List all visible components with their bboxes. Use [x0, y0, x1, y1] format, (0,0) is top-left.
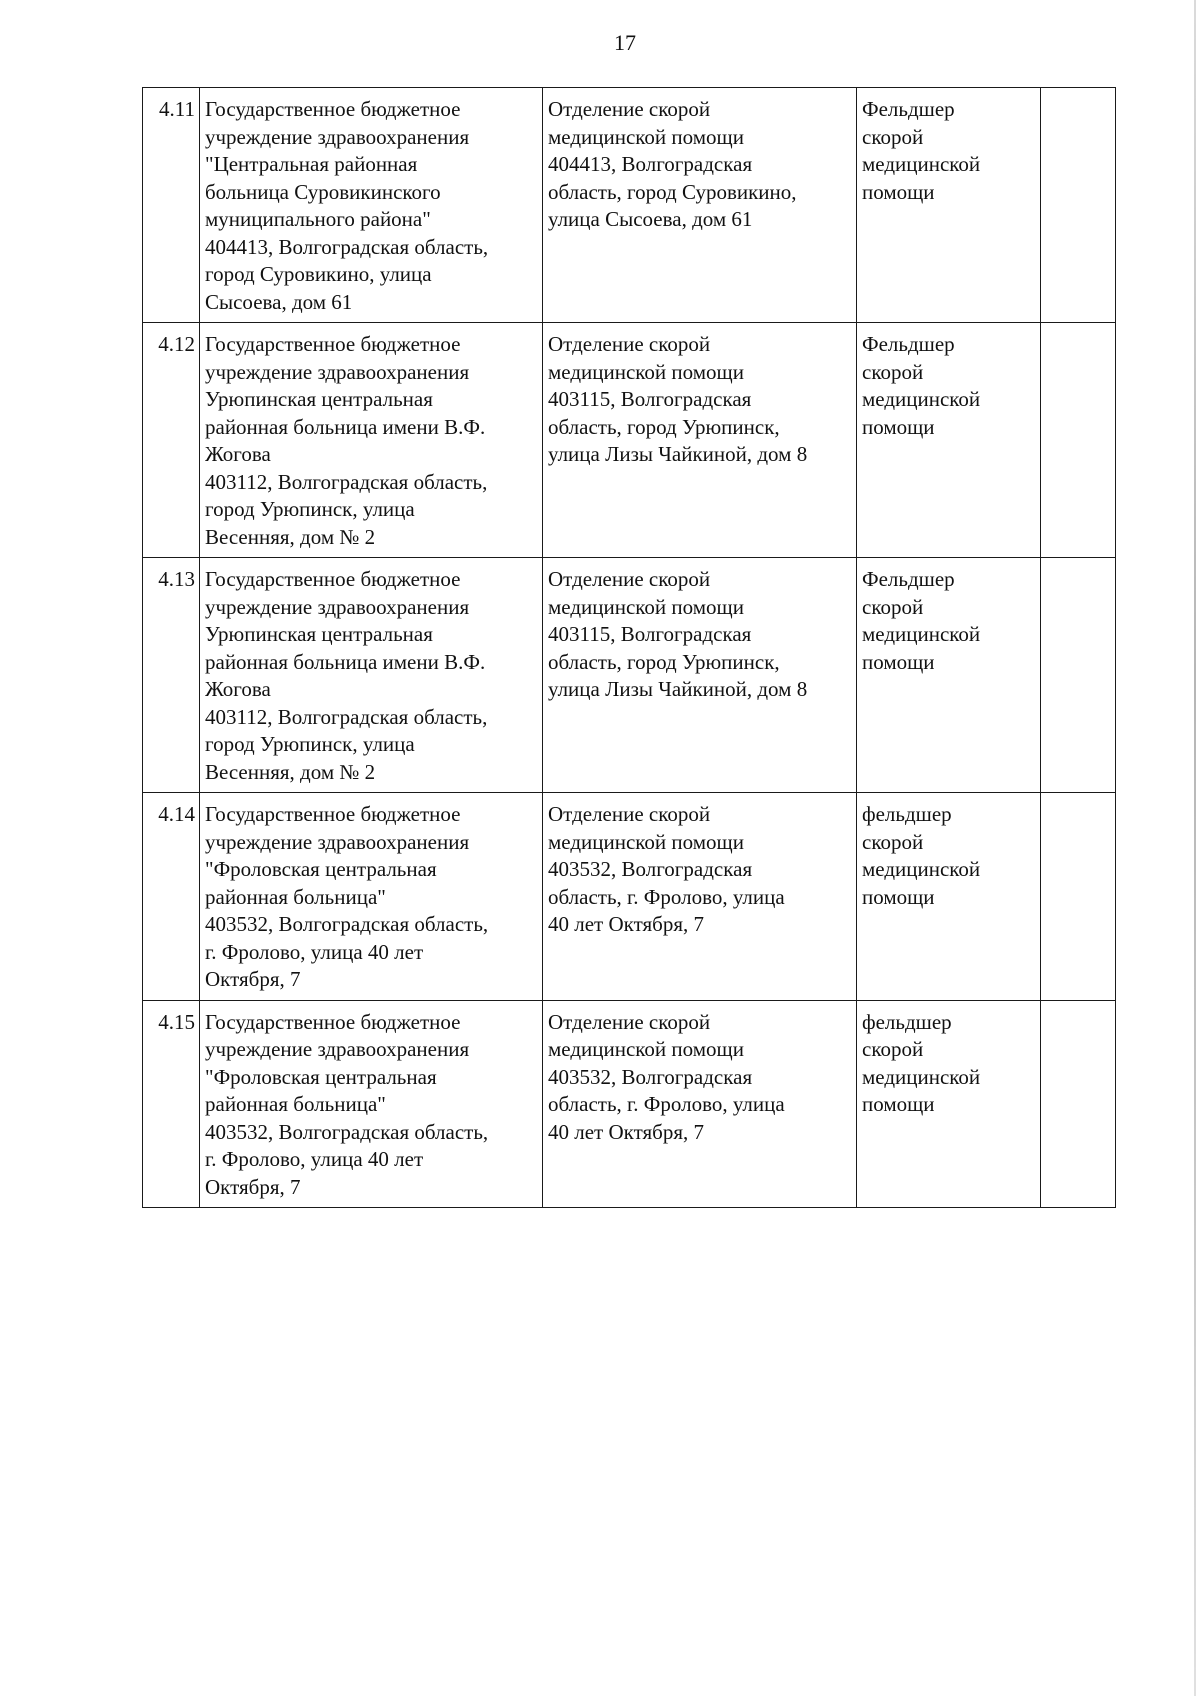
table-row — [143, 793, 1116, 1001]
institution-cell: Государственное бюджетное учреждение здравоохранения "Фроловская центральная районная больница" 403532, Волгоградская область, г. Фролово, улица 40 лет Октября, 7 — [200, 1000, 543, 1208]
department-cell: Отделение скорой медицинской помощи 403115, Волгоградская область, город Урюпинск, улица Лизы Чайкиной, дом 8 — [543, 558, 857, 793]
extra-cell — [1041, 88, 1116, 323]
position-cell: Фельдшер скорой медицинской помощи — [857, 558, 1041, 793]
page-number: 17 — [614, 30, 636, 55]
institution-cell: Государственное бюджетное учреждение здравоохранения Урюпинская центральная районная больница имени В.Ф. Жогова 403112, Волгоградская область, город Урюпинск, улица Весенняя, дом № 2 — [200, 323, 543, 558]
table-row — [143, 88, 1116, 323]
vacancy-table — [142, 87, 1116, 1208]
department-cell: Отделение скорой медицинской помощи 403532, Волгоградская область, г. Фролово, улица 40 лет Октября, 7 — [543, 1000, 857, 1208]
department-cell: Отделение скорой медицинской помощи 403115, Волгоградская область, город Урюпинск, улица Лизы Чайкиной, дом 8 — [543, 323, 857, 558]
extra-cell — [1041, 793, 1116, 1001]
row-number: 4.15 — [143, 1000, 200, 1208]
extra-cell — [1041, 1000, 1116, 1208]
row-number: 4.12 — [143, 323, 200, 558]
position-cell: Фельдшер скорой медицинской помощи — [857, 323, 1041, 558]
extra-cell — [1041, 558, 1116, 793]
institution-cell: Государственное бюджетное учреждение здравоохранения Урюпинская центральная районная больница имени В.Ф. Жогова 403112, Волгоградская область, город Урюпинск, улица Весенняя, дом № 2 — [200, 558, 543, 793]
position-cell: Фельдшер скорой медицинской помощи — [857, 88, 1041, 323]
department-cell: Отделение скорой медицинской помощи 404413, Волгоградская область, город Суровикино, улица Сысоева, дом 61 — [543, 88, 857, 323]
scan-edge-shadow — [1194, 0, 1196, 1696]
row-number: 4.11 — [143, 88, 200, 323]
row-number: 4.14 — [143, 793, 200, 1001]
table-row — [143, 1000, 1116, 1208]
position-cell: фельдшер скорой медицинской помощи — [857, 1000, 1041, 1208]
institution-cell: Государственное бюджетное учреждение здравоохранения "Центральная районная больница Суровикинского муниципального района" 404413, Волгоградская область, город Суровикино, улица Сысоева, дом 61 — [200, 88, 543, 323]
table-row — [143, 323, 1116, 558]
institution-cell: Государственное бюджетное учреждение здравоохранения "Фроловская центральная районная больница" 403532, Волгоградская область, г. Фролово, улица 40 лет Октября, 7 — [200, 793, 543, 1001]
extra-cell — [1041, 323, 1116, 558]
row-number: 4.13 — [143, 558, 200, 793]
table-row — [143, 558, 1116, 793]
department-cell: Отделение скорой медицинской помощи 403532, Волгоградская область, г. Фролово, улица 40 лет Октября, 7 — [543, 793, 857, 1001]
position-cell: фельдшер скорой медицинской помощи — [857, 793, 1041, 1001]
